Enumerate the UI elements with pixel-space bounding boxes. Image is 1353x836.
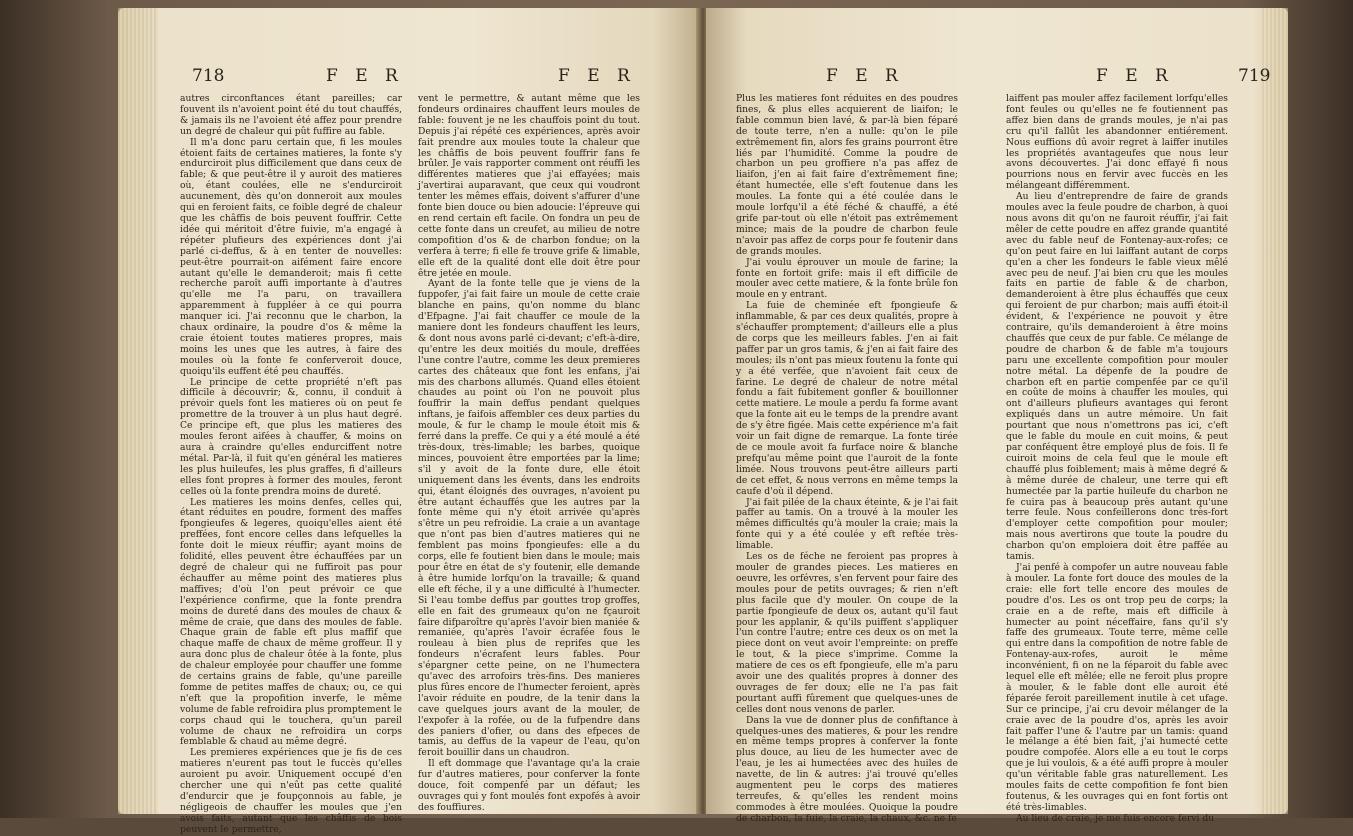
running-head: F E R — [558, 66, 636, 86]
running-head: F E R — [326, 66, 404, 86]
paragraph: Les os de féche ne feroient pas propres à mouler de grandes pieces. Les matieres en oeuvre, les orfévres, s'en fervent pour faire des moules pour de petits ouvrages; & rien n'eft plus facile que d'y mouler. On coupe de la partie fpongieufe de deux os, autant qu'il faut pour les applanir, & qu'ils puiffent s'appliquer l'un contre l'autre; entre ces deux os on met la piece dont on veut avoir l'empreinte: on preffe le tout, & la piece s'imprime. Comme la matiere de ces os eft fpongieufe, elle m'a paru avoir une des qualités propres à donner des ouvrages de fer doux; elle ne l'a pas fait pourtant auffi fûrement que quelques-unes de celles dont nous venons de parler. — [736, 551, 958, 715]
paragraph: autres circonftances étant pareilles; car fouvent ils n'avoient point été du tout chauffés, & jamais ils ne l'avoient été affez pour prendre un degré de chaleur qui pût fuffire au fable. — [180, 93, 402, 137]
text-column — [418, 93, 640, 813]
left-page — [118, 8, 700, 835]
paragraph: J'ai voulu éprouver un moule de farine; la fonte en fortoit grife: mais il eft difficile de mouler avec cette matiere, & la fonte brûle fon moule en y entrant. — [736, 256, 958, 301]
page-number: 719 — [1238, 66, 1271, 86]
running-head: F E R — [1096, 66, 1174, 86]
running-head: F E R — [826, 66, 904, 86]
paragraph: Au lieu de craie, je me fuis encore fervi du — [1016, 812, 1215, 824]
paragraph: laiffent pas mouler affez facilement lorfqu'elles font feules ou qu'elles ne fe foutiennent pas affez bien dans de grands moules, je n'ai pas cru qu'il fallût les abandonner entiérement. Nous euffions dû avoir regret à laiffer inutiles les propriétés avantageufes que nous leur avons découvertes. J'ai donc effayé fi nous pourrions nous en fervir avec fuccès en les mélangeant différemment. — [1006, 93, 1228, 192]
paragraph: Ayant de la fonte telle que je viens de la fuppofer, j'ai fait faire un moule de cette craie blanche en pains, qu'on nomme du blanc d'Efpagne. J'ai fait chauffer ce moule de la maniere dont les fondeurs chauffent les leurs, & dont nous avons parlé ci-devant; c'eft-à-dire, qu'entre les deux moitiés du moule, dreffées l'une contre l'autre, comme les deux premieres cartes des châteaux que font les enfans, j'ai mis des charbons allumés. Quand elles étoient chaudes au point où l'on ne pouvoit plus fouffrir la main deffus pendant quelques inftans, je faifois affembler ces deux parties du moule, & fur le champ le moule étoit mis & ferré dans la preffe. Ce qui y a été moulé a été très-doux, très-limable; les barbes, quoique minces, pouvoient être emportées par la lime; s'il y avoit de la fonte dure, elle étoit uniquement dans les évents, dans les endroits qui, étant éloignés des ouvrages, n'avoient pu être autant échauffés que les autres par la fonte même qui n'y étoit arrivée qu'après s'être un peu refroidie. La craie a un avantage que n'ont pas bien d'autres matieres qui ne femblent pas moins fpongieufes: elle a du corps, elle fe foutient bien dans le moule; mais pour être en état de s'y foutenir, elle demande à être humide lorfqu'on la travaille; & quand elle eft féche, il y a une difficulté à l'humecter. Si l'eau tombe deffus par gouttes trop groffes, elle en fait des grumeaux qu'on ne fçauroit faire difparoître qu'après l'avoir bien maniée & remaniée, qu'après l'avoir écrafée fous le rouleau à bien plus de reprifes que les fondeurs n'écrafent leurs fables. Pour s'épargner cette peine, on ne l'humectera qu'avec des arrofoirs très-fins. Des manieres plus fûres encore de l'humecter feroient, après l'avoir réduite en poudre, de la tenir dans la cave quelques jours avant de la mouler, de l'expofer à la rofée, ou de la fufpendre dans des paniers d'ofier, ou dans des efpeces de tamis, au deffus de la vapeur de l'eau, qu'on feroit bouillir dans un chaudron. — [418, 278, 640, 759]
paragraph: Au lieu d'entreprendre de faire de grands moules avec la feule poudre de charbon, à quoi nous avons dit qu'on ne fauroit réuffir, j'ai fait mêler de cette poudre en affez grande quantité avec du fable neuf de Fontenay-aux-rofes; ce qu'on peut faire en lui laiffant autant de corps qu'en a cher les fondeurs le fable vieux mêlé avec peu de neuf. J'ai bien cru que les moules faits en partie de fable & de charbon, demanderoient à être plus échauffés que ceux qui feroient de pur charbon; mais auffi étoit-il évident, & l'expérience ne pouvoit y être contraire, qu'ils demanderoient à être moins chauffés que ceux de pur fable. Ce mélange de poudre de charbon & de fable m'a toujours paru une excellente compofition pour mouler notre métal. La dépenfe de la poudre de charbon eft en partie compenfée par ce qu'il en coûte de moins à chauffer les moules, qui ont d'ailleurs plufieurs avantages qui feront expliqués dans un autre mémoire. Un fait pourtant que nous n'omettrons pas ici, c'eft que le fable du moule en cuit moins, & peut par conféquent être employé plus de fois. Il fe cuiroit moins de cela feul que le moule eft chauffé plus foiblement; mais à même degré & à même durée de chaleur, une terre qui eft humectée par la partie huileufe du charbon ne fe cuira pas à beaucoup près autant qu'une terre feule. Nous confeillerons donc très-fort d'employer cette compofition pour mouler; mais nous avertirons que toute la poudre du charbon qu'on emploiera doit être paffée au tamis. — [1006, 191, 1228, 563]
text-column — [736, 93, 958, 824]
paragraph: Le principe de cette propriété n'eft pas difficile à découvrir; &, connu, il conduit à prévoir quels font les matieres où on peut fe promettre de la trouver à un plus haut degré. Ce principe eft, que plus les matieres des moules feront aifées à chauffer, & moins on aura à craindre qu'elles endurciffent notre métal. Par-là, il fuit qu'en général les matieres les plus huileufes, les plus graffes, fi d'ailleurs elles font propres à former des moules, feront celles où la fonte prendra moins de dureté. — [180, 376, 402, 497]
paragraph: J'ai penfé à compofer un autre nouveau fable à mouler. La fonte fort douce des moules de la craie: elle fort telle encore des moules de poudre d'os. Les os ont trop peu de corps; la craie en a de refte, mais eft difficile à humecter au point néceffaire, fans qu'il s'y faffe des grumeaux. Toute terre, même celle qui entre dans la compofition de notre fable de Fontenay-aux-rofes, auroit le même inconvénient, fi on ne la féparoit du fable avec lequel elle eft mêlée; elle ne feroit plus propre à mouler, & le fable dont elle auroit été féparée feroit pareillement inutile à cet ufage. Sur ce principe, j'ai cru devoir mélanger de la craie avec de la poudre d'os, après les avoir fait paffer l'une & l'autre par un tamis: quand le mélange a été bien fait, j'ai humecté cette poudre compofée. Alors elle a eu tout le corps que je lui voulois, & a été auffi propre à mouler qu'un véritable fable gras naturellement. Les moules faits de cette compofition fe font bien foutenus, & les ouvrages qui en font fortis ont été très-limables. — [1006, 561, 1228, 813]
page-edges — [1262, 8, 1288, 814]
paragraph: Les premieres expériences que je fis de ces matieres n'eurent pas tout le fuccès qu'elles auroient pu avoir. Uniquement occupé d'en chercher une qui n'eût pas cette qualité d'endurcir que je foupçonnois au fable, je négligeois de chauffer les moules que j'en avois faits, autant que les châffis de bois peuvent le permettre, — [180, 747, 402, 835]
paragraph: Il eft dommage que l'avantage qu'a la craie fur d'autres matieres, pour conferver la fonte douce, foit compenfé par un défaut; les ouvrages qui y font moulés font expofés à avoir des fouffiures. — [418, 758, 640, 813]
paragraph: Dans la vue de donner plus de confiftance à quelques-unes des matieres, & pour les rendre en même temps propres à conferver la fonte plus douce, au lieu de les humecter avec de l'eau, je les ai humectées avec des huiles de navette, de lin & autres: j'ai trouvé qu'elles augmentent peu le corps des matieres terreufes, & qu'elles les rendent moins commodes à être moulées. Quoique la poudre de charbon, la fuie, la craie, la chaux, &c. ne fe — [736, 714, 958, 824]
paragraph: Plus les matieres font réduites en des poudres fines, & plus elles acquierent de liaifon; le fable commun bien lavé, & par-là bien féparé de toute terre, n'en a nulle: qu'on le pile extrêmement fin, alors fes grains pourront être liés par l'humidité. Comme la poudre de charbon un peu groffiere n'a pas affez de liaifon, j'en ai fait faire d'extrêmement fine; étant humectée, elle s'eft foutenue dans les moules. La fonte qui a été coulée dans le moule lorfqu'il a été féché & chauffé, a été grife par-tout où elle n'étoit pas extrêmement mince; mais de la poudre de charbon feule n'avoir pas affez de corps pour fe foutenir dans de grands moules. — [736, 93, 958, 257]
text-column — [1006, 93, 1228, 824]
open-book — [118, 8, 1288, 835]
text-column — [180, 93, 402, 835]
page-edges — [118, 8, 158, 814]
paragraph: Il m'a donc paru certain que, fi les moules étoient faits de certaines matieres, la fonte s'y endurciroit plus difficilement que dans ceux de fable; & que peut-être il y auroit des matieres où, étant coulées, elle ne s'endurciroit aucunement, dès qu'on donneroit aux moules qui en feroient faits, ce foible degré de chaleur que les châffis de bois peuvent fouffrir. Cette idée qui méritoit d'être fuivie, m'a engagé à répéter plufieurs des expériences dont j'ai parlé ci-deffus, & à en tenter de nouvelles: peut-être pourrait-on aifément faire encore autant qu'elle le demanderoit; mais fi cette recherche paroît auffi importante à d'autres qu'elle me l'a paru, on travaillera apparemment à fuppléer à ce qui pourra manquer ici. J'ai reconnu que le charbon, la chaux ordinaire, la poudre d'os & même la craie étoient toutes matieres propres, mais moins les unes que les autres, à faire des moules où la fonte fe conferveroit douce, quoiqu'ils euffent été peu chauffés. — [180, 136, 402, 377]
paragraph: J'ai fait pilée de la chaux éteinte, & je l'ai fait paffer au tamis. On a trouvé à la mouler les mêmes difficultés qu'à mouler la craie; mais la fonte qui y a été coulée y eft reftée très-limable. — [736, 496, 958, 552]
page-number: 718 — [192, 66, 225, 86]
paragraph: vent le permettre, & autant même que les fondeurs ordinaires chauffent leurs moules de fable: fouvent je ne les chauffois point du tout. Depuis j'ai répété ces expériences, après avoir fait prendre aux moules toute la chaleur que les châffis de bois peuvent fouffrir fans fe brûler. Je vais rapporter comment ont réuffi les différentes matieres que j'ai effayées; mais j'avertirai auparavant, que ceux qui voudront tenter les mêmes effais, doivent s'affurer d'une fonte bien douce ou bien adoucie: l'épreuve qui en rend certain eft facile. On fondra un peu de cette fonte dans un creufet, au milieu de notre compofition d'os & de charbon fondue; on la verfera à terre; fi elle fe trouve grife & limable, elle eft de la qualité dont elle doit être pour être jetée en moule. — [418, 93, 640, 279]
right-page — [706, 8, 1288, 824]
paragraph: La fuie de cheminée eft fpongieufe & inflammable, & par ces deux qualités, propre à s'échauffer promptement; d'ailleurs elle a plus de corps que les meilleurs fables. J'en ai fait paffer par un gros tamis, & j'en ai fait faire des moules; ils n'ont pas mieux foutenu la fonte qui y a été verfée, que n'avoient fait ceux de farine. Le degré de chaleur de notre métal fondu a fait fubitement gonfler & bouillonner cette matiere. Le moule a perdu fa forme avant que la fonte ait eu le temps de la prendre avant de s'y être figée. Mais cette expérience m'a fait voir un fait digne de remarque. La fonte tirée de ce moule avoit fa furface noire & blanche prefqu'au même point que l'auroit de la fonte limée. Nous trouvons peut-être ailleurs parti de cet effet, & nous verrons en même temps la caufe d'où il dépend. — [736, 300, 958, 497]
paragraph: Les matieres les moins denfes, celles qui, étant réduites en poudre, forment des maffes fpongieufes & legeres, quoiqu'elles aient été preffées, font encore celles dans lefquelles la fonte doit le mieux réuffir; ayant moins de folidité, elles peuvent être échauffées par un degré de chaleur qui ne fuffiroit pas pour échauffer au même point des matieres plus maffives; d'où l'on peut prévoir ce que l'expérience confirme, que la fonte prendra moins de dureté dans des moules de chaux & même de craie, que dans des moules de fable. Chaque grain de fable eft plus maffif que chaque maffe de chaux de même groffeur. Il y aura donc plus de chaleur ôtée à la fonte, plus de chaleur employée pour chauffer une fomme de certains grains de fable, qu'une pareille fomme de petites maffes de chaux; ou, ce qui n'eft que la propofition inverfe, le même volume de fable refroidira plus promptement le corps chaud qui le touchera, qu'un pareil volume de chaux ne refroidira un corps femblable & chaud au même degré. — [180, 496, 402, 748]
